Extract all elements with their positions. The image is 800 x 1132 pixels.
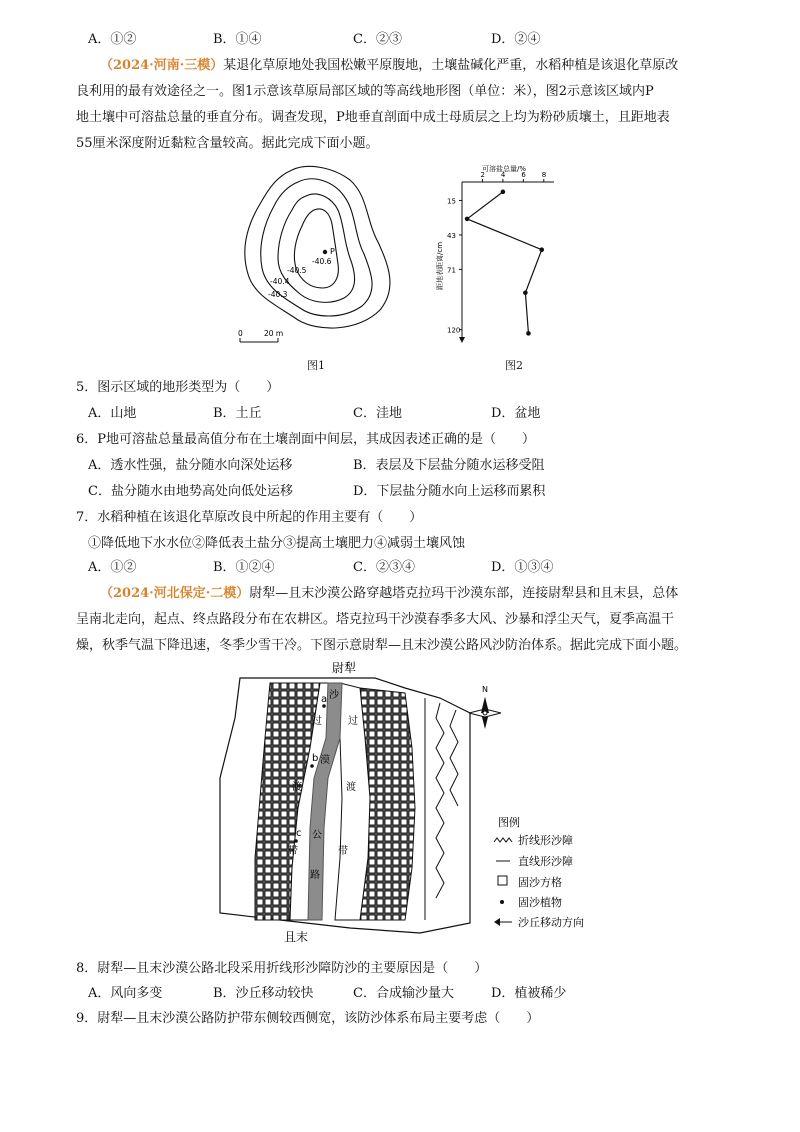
point-b-label: b xyxy=(312,753,319,764)
passage-1-line-1: （2024·河南·三模）某退化草原地处我国松嫩平原腹地，土壤盐碱化严重，水稻种植是该退化草原改 xyxy=(100,58,679,73)
data-point xyxy=(465,217,470,222)
passage-2-line-1: （2024·河北保定·二模）尉犁—且末沙漠公路穿越塔克拉玛干沙漠东部，连接尉犁县和且末县，总体 xyxy=(100,586,679,601)
y-axis-arrow xyxy=(459,337,465,343)
sand-grid-icon xyxy=(498,876,507,885)
y-tick-label: 43 xyxy=(447,231,456,240)
option-a: A．①② xyxy=(88,32,137,47)
question-6-stem: 6．P地可溶盐总量最高值分布在土壤剖面中间层，其成因表述正确的是（ ） xyxy=(76,432,536,447)
north-label: N xyxy=(482,685,488,694)
start-label: 尉犁 xyxy=(332,661,357,675)
y-tick-label: 71 xyxy=(447,266,456,275)
q7-option-b: B．①②④ xyxy=(213,560,275,575)
zigzag-barrier-icon xyxy=(494,838,512,842)
road-char: 路 xyxy=(310,870,320,881)
source-tag: （2024·河北保定·二模） xyxy=(100,586,250,601)
legend-item: 沙丘移动方向 xyxy=(518,916,584,929)
passage-1-line-2: 良利用的最有效途径之一。图1示意该草原局部区域的等高线地形图（单位：米），图2示意该区域内P xyxy=(76,84,654,99)
sand-control-figure xyxy=(200,658,620,948)
q5-option-a: A．山地 xyxy=(88,406,137,421)
q5-option-c: C．洼地 xyxy=(353,406,402,421)
q8-option-d: D．植被稀少 xyxy=(491,986,567,1001)
x-tick-label: 2 xyxy=(480,171,485,179)
q6-option-c: C．盐分随水由地势高处向低处运移 xyxy=(88,484,293,499)
band-char: 渡 xyxy=(346,782,356,793)
road-char: 公 xyxy=(312,830,322,841)
q7-option-c: C．②③④ xyxy=(353,560,415,575)
dune-direction-icon xyxy=(494,918,512,926)
q8-option-c: C．合成输沙量大 xyxy=(353,986,454,1001)
passage-1-line-4: 55厘米深度附近黏粒含量较高。据此完成下面小题。 xyxy=(76,136,379,151)
point-p xyxy=(323,250,327,254)
q7-option-a: A．①② xyxy=(88,560,137,575)
point-b xyxy=(310,764,314,768)
x-tick-label: 4 xyxy=(500,171,506,179)
x-axis-title: 可溶盐总量/% xyxy=(482,165,527,173)
question-8-stem: 8．尉犁—且末沙漠公路北段采用折线形沙障防沙的主要原因是（ ） xyxy=(76,961,488,976)
q5-option-d: D．盆地 xyxy=(491,406,541,421)
profile-line xyxy=(467,192,542,334)
data-point xyxy=(539,247,544,252)
point-c-label: c xyxy=(296,828,302,839)
contour-label: -40.6 xyxy=(312,257,332,266)
band-char: 带 xyxy=(338,846,348,857)
contour-map-figure xyxy=(230,160,410,345)
contour-label: -40.4 xyxy=(270,277,290,286)
option-d: D．②④ xyxy=(491,32,541,47)
end-label: 且末 xyxy=(284,930,309,944)
legend-item: 固沙方格 xyxy=(518,876,562,889)
y-tick-label: 15 xyxy=(447,197,456,206)
band-char: 渡 xyxy=(292,782,302,793)
x-tick-label: 8 xyxy=(541,171,547,179)
y-axis-title: 距地表距离/cm xyxy=(436,241,444,290)
legend-item: 固沙植物 xyxy=(518,896,562,909)
q8-option-a: A．风向多变 xyxy=(88,986,163,1001)
scale-bar xyxy=(240,338,278,342)
contour-label: -40.3 xyxy=(268,290,288,299)
q8-option-b: B．沙丘移动较快 xyxy=(213,986,314,1001)
scale-length: 20 m xyxy=(264,329,284,338)
data-point xyxy=(523,290,528,295)
q6-option-d: D．下层盐分随水向上运移而累积 xyxy=(353,484,546,499)
band-char: 过 xyxy=(312,716,322,727)
legend xyxy=(494,815,584,929)
scale-zero: 0 xyxy=(238,329,243,338)
data-point xyxy=(526,331,531,336)
passage-2-line-3: 燥，秋季气温下降迅速，冬季少雪干冷。下图示意尉犁—且末沙漠公路风沙防治体系。据此完成下面小题。 xyxy=(76,638,688,653)
point-c xyxy=(294,839,298,843)
y-tick-label: 120 xyxy=(447,326,461,335)
data-point xyxy=(501,190,506,195)
option-b: B．①④ xyxy=(213,32,262,47)
north-arrow-icon xyxy=(469,697,501,729)
source-tag: （2024·河南·三模） xyxy=(100,58,224,73)
q6-option-b: B．表层及下层盐分随水运移受阻 xyxy=(353,458,545,473)
figure-2-caption: 图2 xyxy=(505,359,523,372)
legend-title: 图例 xyxy=(498,816,520,829)
question-9-stem: 9．尉犁—且末沙漠公路防护带东侧较西侧宽，该防沙体系布局主要考虑（ ） xyxy=(76,1011,540,1026)
figure-1-caption: 图1 xyxy=(307,359,325,372)
salt-profile-chart xyxy=(432,160,562,350)
passage-2-line-2: 呈南北走向，起点、终点路段分布在农耕区。塔克拉玛干沙漠春季多大风、沙暴和浮尘天气，夏季高温干 xyxy=(76,612,675,627)
point-p-label: P xyxy=(330,247,335,256)
plant-icon xyxy=(500,900,504,904)
question-5-stem: 5．图示区域的地形类型为（ ） xyxy=(76,380,280,395)
q7-option-d: D．①③④ xyxy=(491,560,554,575)
question-7-stem: 7．水稻种植在该退化草原改良中所起的作用主要有（ ） xyxy=(76,510,423,525)
question-7-sub: ①降低地下水水位②降低表土盐分③提高土壤肥力④减弱土壤风蚀 xyxy=(88,536,466,551)
road-char: 漠 xyxy=(320,755,330,766)
legend-item: 折线形沙障 xyxy=(518,834,573,847)
point-a-label: a xyxy=(321,694,328,705)
band-char: 过 xyxy=(348,716,358,727)
road-char: 沙 xyxy=(329,690,339,701)
q5-option-b: B．土丘 xyxy=(213,406,262,421)
x-tick-label: 6 xyxy=(521,171,526,179)
legend-item: 直线形沙障 xyxy=(518,855,573,868)
contour-label: -40.5 xyxy=(287,266,307,275)
band-char: 带 xyxy=(288,846,298,857)
q6-option-a: A．透水性强，盐分随水向深处运移 xyxy=(88,458,293,473)
option-c: C．②③ xyxy=(353,32,402,47)
passage-1-line-3: 地土壤中可溶盐总量的垂直分布。调查发现，P地垂直剖面中成土母质层之上均为粉砂质壤土，且距地表 xyxy=(76,110,670,125)
